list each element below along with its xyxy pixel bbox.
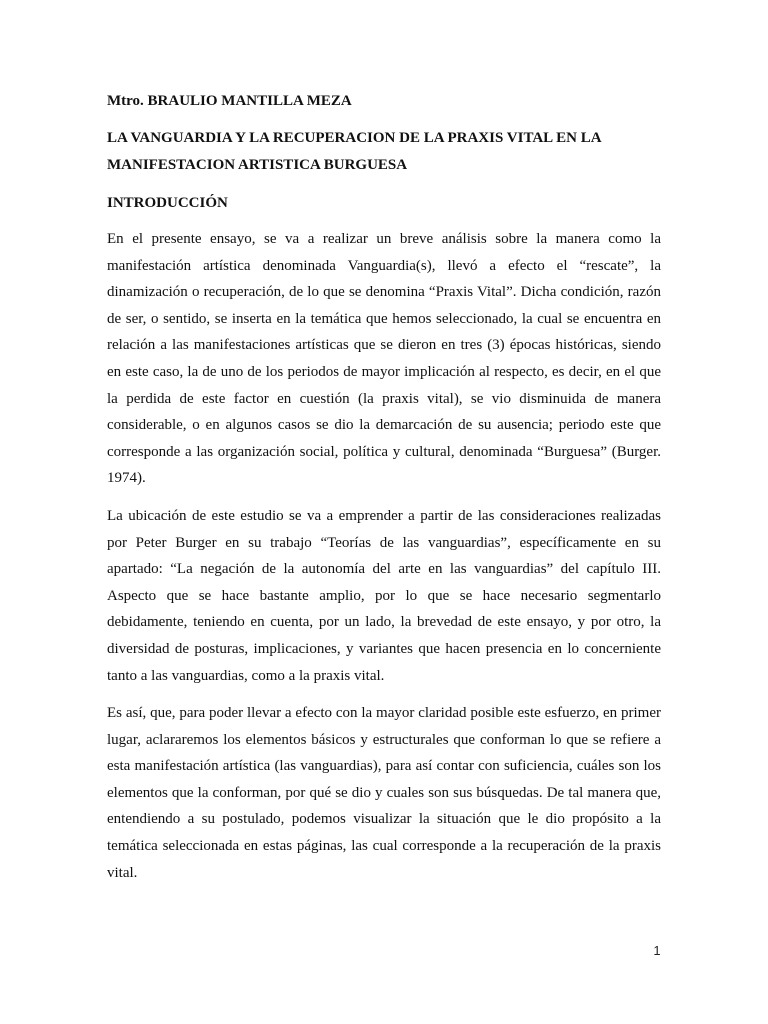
- author-line: Mtro. BRAULIO MANTILLA MEZA: [107, 93, 352, 109]
- page-content: [107, 88, 661, 897]
- paragraph-1: En el presente ensayo, se va a realizar un breve análisis sobre la manera como la manifestación artística denominada Vanguardia(s), llevó a efecto el “rescate”, la dinamización o recuperación, de lo que se denomina “Praxis Vital”. Dicha condición, razón de ser, o sentido, se inserta en la temática que hemos seleccionado, la cual se encuentra en relación a las manifestaciones artísticas que se dieron en tres (3) épocas históricas, siendo en este caso, la de uno de los periodos de mayor implicación al respecto, es decir, en el que la perdida de este factor en cuestión (la praxis vital), se vio disminuida de manera considerable, o en algunos casos se dio la demarcación de su ausencia; periodo este que corresponde a las organización social, política y cultural, denominada “Burguesa” (Burger. 1974).: [107, 231, 661, 487]
- section-heading: INTRODUCCIÓN: [107, 195, 228, 211]
- paragraph-2: La ubicación de este estudio se va a emprender a partir de las consideraciones realizadas por Peter Burger en su trabajo “Teorías de las vanguardias”, específicamente en su apartado: “La negación de la autonomía del arte en las vanguardias” del capítulo III. Aspecto que se hace bastante amplio, por lo que se hace necesario segmentarlo debidamente, teniendo en cuenta, por un lado, la brevedad de este ensayo, y por otro, la diversidad de posturas, implicaciones, y variantes que hacen presencia en lo concerniente tanto a las vanguardias, como a la praxis vital.: [107, 507, 661, 684]
- page-number: 1: [653, 943, 661, 958]
- paragraph-3: Es así, que, para poder llevar a efecto con la mayor claridad posible este esfuerzo, en primer lugar, aclararemos los elementos básicos y estructurales que conforman lo que se refiere a esta manifestación artística (las vanguardias), para así contar con suficiencia, cuáles son los elementos que la conforman, por qué se dio y cuales son sus búsquedas. De tal manera que, entendiendo a su postulado, podemos visualizar la situación que le dio propósito a la temática seleccionada en estas páginas, las cual corresponde a la recuperación de la praxis vital.: [107, 705, 661, 881]
- document-title: LA VANGUARDIA Y LA RECUPERACION DE LA PRAXIS VITAL EN LA MANIFESTACION ARTISTICA BURGUESA: [107, 130, 601, 173]
